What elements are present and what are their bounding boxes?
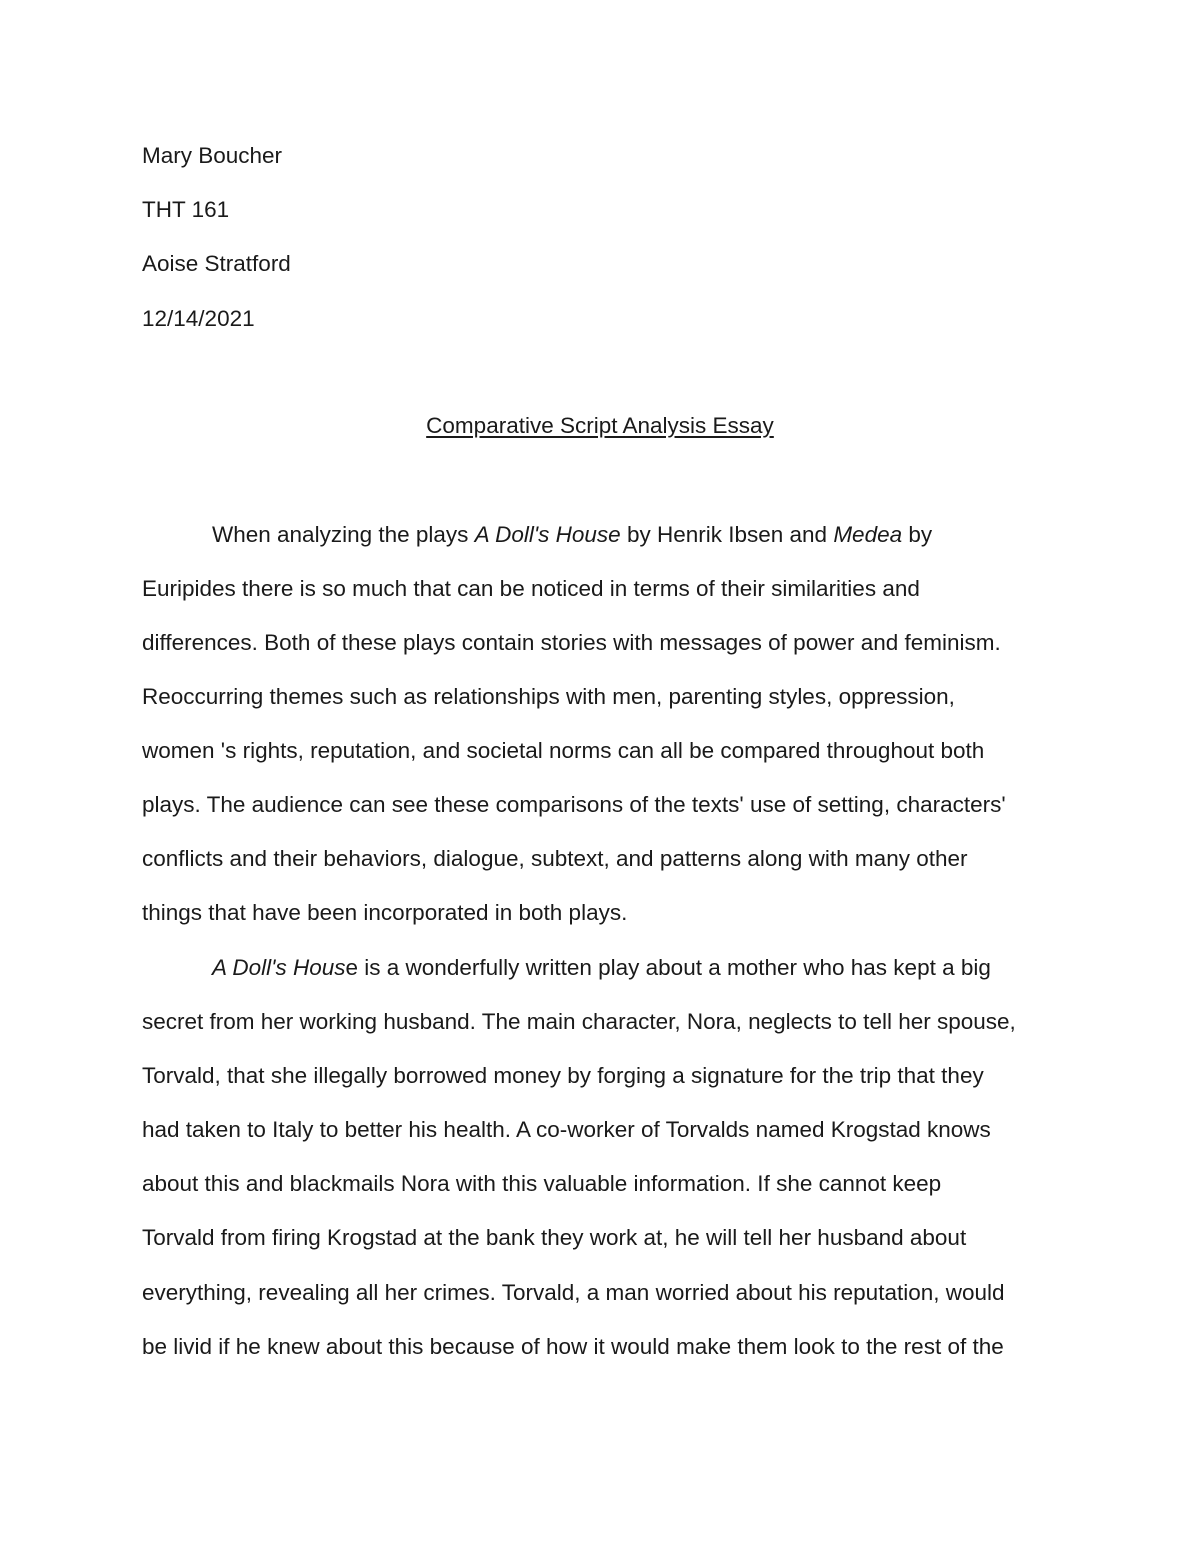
paragraph-line: women 's rights, reputation, and societal norms can all be compared throughout both	[142, 738, 985, 763]
paragraph-line	[212, 954, 991, 982]
paragraph-line	[212, 521, 932, 549]
text-run: by	[902, 522, 933, 547]
paragraph-line: had taken to Italy to better his health. A co-worker of Torvalds named Krogstad knows	[142, 1117, 991, 1142]
paragraph-line: Torvald, that she illegally borrowed money by forging a signature for the trip that they	[142, 1063, 984, 1088]
text-run: e is a wonderfully written play about a mother who has kept a big	[345, 955, 991, 980]
paragraph-line: Torvald from firing Krogstad at the bank they work at, he will tell her husband about	[142, 1225, 967, 1250]
paragraph-line: plays. The audience can see these comparisons of the texts' use of setting, characters'	[142, 792, 1006, 817]
paragraph-line: Euripides there is so much that can be noticed in terms of their similarities and	[142, 576, 920, 601]
play-title-italic: A Doll's Hous	[212, 955, 346, 980]
author-name: Mary Boucher	[142, 143, 283, 168]
paragraph-line: secret from her working husband. The main character, Nora, neglects to tell her spouse,	[142, 1009, 1016, 1034]
paragraph-line: everything, revealing all her crimes. Torvald, a man worried about his reputation, would	[142, 1280, 1005, 1305]
essay-title: Comparative Script Analysis Essay	[426, 413, 774, 438]
play-title-italic: A Doll's House	[474, 522, 621, 547]
course-code: THT 161	[142, 197, 230, 222]
essay-date: 12/14/2021	[142, 306, 255, 331]
paragraph-line: conflicts and their behaviors, dialogue, subtext, and patterns along with many other	[142, 846, 968, 871]
text-run: When analyzing the plays	[212, 522, 475, 547]
paragraph-line: Reoccurring themes such as relationships with men, parenting styles, oppression,	[142, 684, 955, 709]
text-run: by Henrik Ibsen and	[620, 522, 834, 547]
paragraph-line: things that have been incorporated in both plays.	[142, 900, 628, 925]
paragraph-line: be livid if he knew about this because of how it would make them look to the rest of the	[142, 1334, 1004, 1359]
play-title-italic: Medea	[833, 522, 903, 547]
paragraph-line: differences. Both of these plays contain stories with messages of power and feminism.	[142, 630, 1001, 655]
paragraph-line: about this and blackmails Nora with this valuable information. If she cannot keep	[142, 1171, 942, 1196]
instructor-name: Aoise Stratford	[142, 251, 291, 276]
